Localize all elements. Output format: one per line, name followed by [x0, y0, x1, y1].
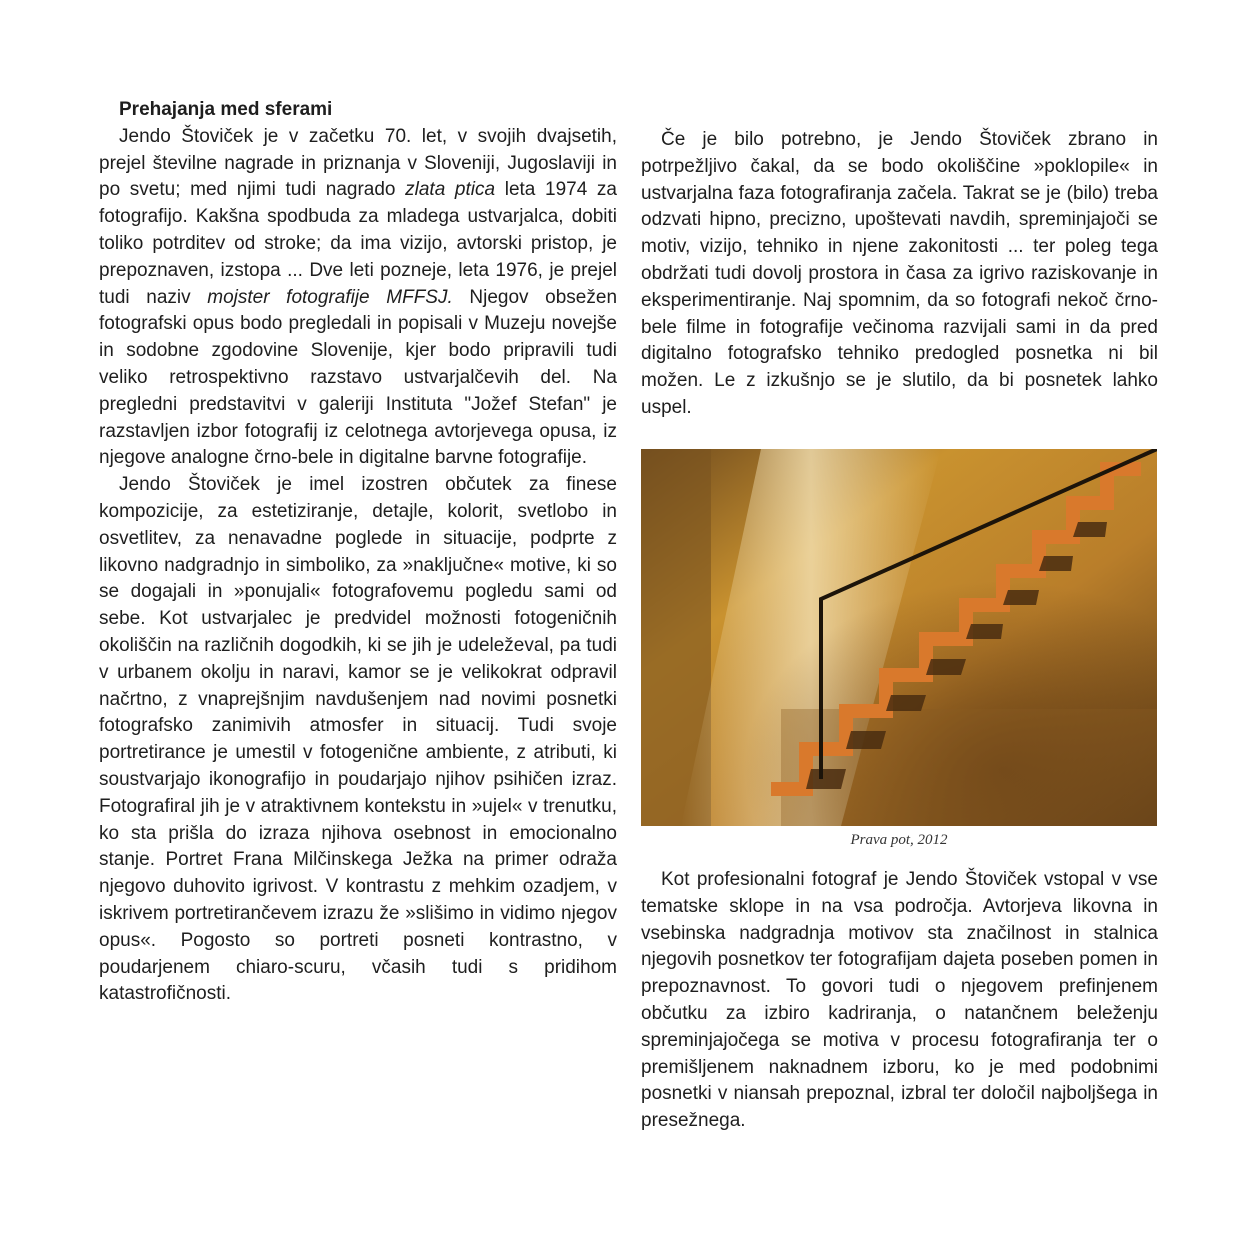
right-paragraph-1: Če je bilo potrebno, je Jendo Štoviček zbrano in potrpežljivo čakal, da se bodo okoliščine »poklopile« in ustvarjalna faza fotografiranja začela. Takrat se je (bilo) treba odzvati hipno, precizno, upoštevati navdih, spreminjajoči se motiv, vizijo, tehniko in njene zakonitosti ... ter poleg tega obdržati tudi dovolj prostora in časa za igrivo raziskovanje in eksperimentiranje. Naj spomnim, da so fotografi nekoč črno-bele filme in fotografije večinoma razvijali sami in da pred digitalno fotografsko tehniko predogled posnetka ni bil možen. Le z izkušnjo se je slutilo, da bi posnetek lahko uspel. [641, 129, 1158, 418]
left-paragraph-1 [99, 124, 617, 472]
right-paragraph-2: Kot profesionalni fotograf je Jendo Štoviček vstopal v vse tematske sklope in na vsa področja. Avtorjeva likovna in vsebinska nadgradnja motivov sta značilnost in stalnica njegovih posnetkov ter fotografijam dajeta poseben pomen in prepoznavnost. To govori tudi o njegovem prefinjenem občutku za izbiro kadriranja, o natančnem beleženju spreminjajočega se motiva v procesu fotografiranja ter o premišljenem naknadnem izboru, ko je med podobnimi posnetki v niansah prepoznal, izbral ter določil najboljšega in presežnega. [641, 869, 1158, 1132]
title-name: mojster fotografije MFFSJ. [207, 286, 453, 308]
award-name: zlata ptica [405, 179, 496, 201]
right-column-bottom [641, 867, 1158, 1135]
photo-caption: Prava pot, 2012 [850, 832, 948, 848]
paragraph-text: Jendo Štoviček je v začetku 70. let, v svojih dvajsetih, prejel številne nagrade in priznanja v Sloveniji, Jugoslaviji in po svetu; med njimi tudi nagrado [99, 125, 617, 201]
paragraph-text: Njegov obsežen fotografski opus bodo pregledali in popisali v Muzeju novejše in sodobne zgodovine Slovenije, kjer bodo pripravili tudi veliko retrospektivno razstavo ustvarjalčevih del. Na pregledni predstavitvi v galeriji Instituta "Jožef Stefan" je razstavljen izbor fotografij iz celotnega avtorjevega opusa, iz njegove analogne črno-bele in digitalne barvne fotografije. [99, 286, 618, 469]
staircase-illustration [641, 449, 1157, 826]
right-column-top [641, 127, 1158, 422]
section-heading: Prehajanja med sferami [119, 99, 333, 120]
staircase-photo [641, 449, 1157, 826]
paragraph-text: leta 1974 za fotografijo. Kakšna spodbuda za mladega ustvarjalca, dobiti toliko potrditev od stroke; da ima vizijo, avtorski pristop, je prepoznaven, izstopa ... Dve leti pozneje, leta 1976, je prejel tudi naziv [99, 179, 617, 308]
left-column [99, 97, 617, 1008]
left-paragraph-2: Jendo Štoviček je imel izostren občutek za finese kompozicije, za estetiziranje, detajle, kolorit, svetlobo in osvetlitev, za nenavadne poglede in situacije, podprte z likovno nadgradnjo in simboliko, za »naključne« motive, ki so se dogajali in »ponujali« fotografovemu pogledu sami od sebe. Kot ustvarjalec je predvidel možnosti fotogeničnih okoliščin na različnih dogodkih, ki se jih je udeleževal, pa tudi v urbanem okolju in naravi, kamor se je velikokrat odpravil načrtno, z vnaprejšnjim navdušenjem nad novimi posnetki fotografsko zanimivih atmosfer in situacij. Tudi svoje portretirance je umestil v fotogenične ambiente, z atributi, ki soustvarjajo ikonografijo in poudarjajo njihov psihičen izraz. Fotografiral jih je v atraktivnem kontekstu in »ujel« v trenutku, ko sta prišla do izraza njihova osebnost in emocionalno stanje. Portret Frana Milčinskega Ježka na primer odraža njegovo duhovito igrivost. V kontrastu z mehkim ozadjem, v iskrivem portretirančevem izrazu že »slišimo in vidimo njegov opus«. Pogosto so portreti posneti kontrastno, v poudarjenem chiaro-scuru, včasih tudi s pridihom katastrofičnosti. [99, 474, 617, 1005]
